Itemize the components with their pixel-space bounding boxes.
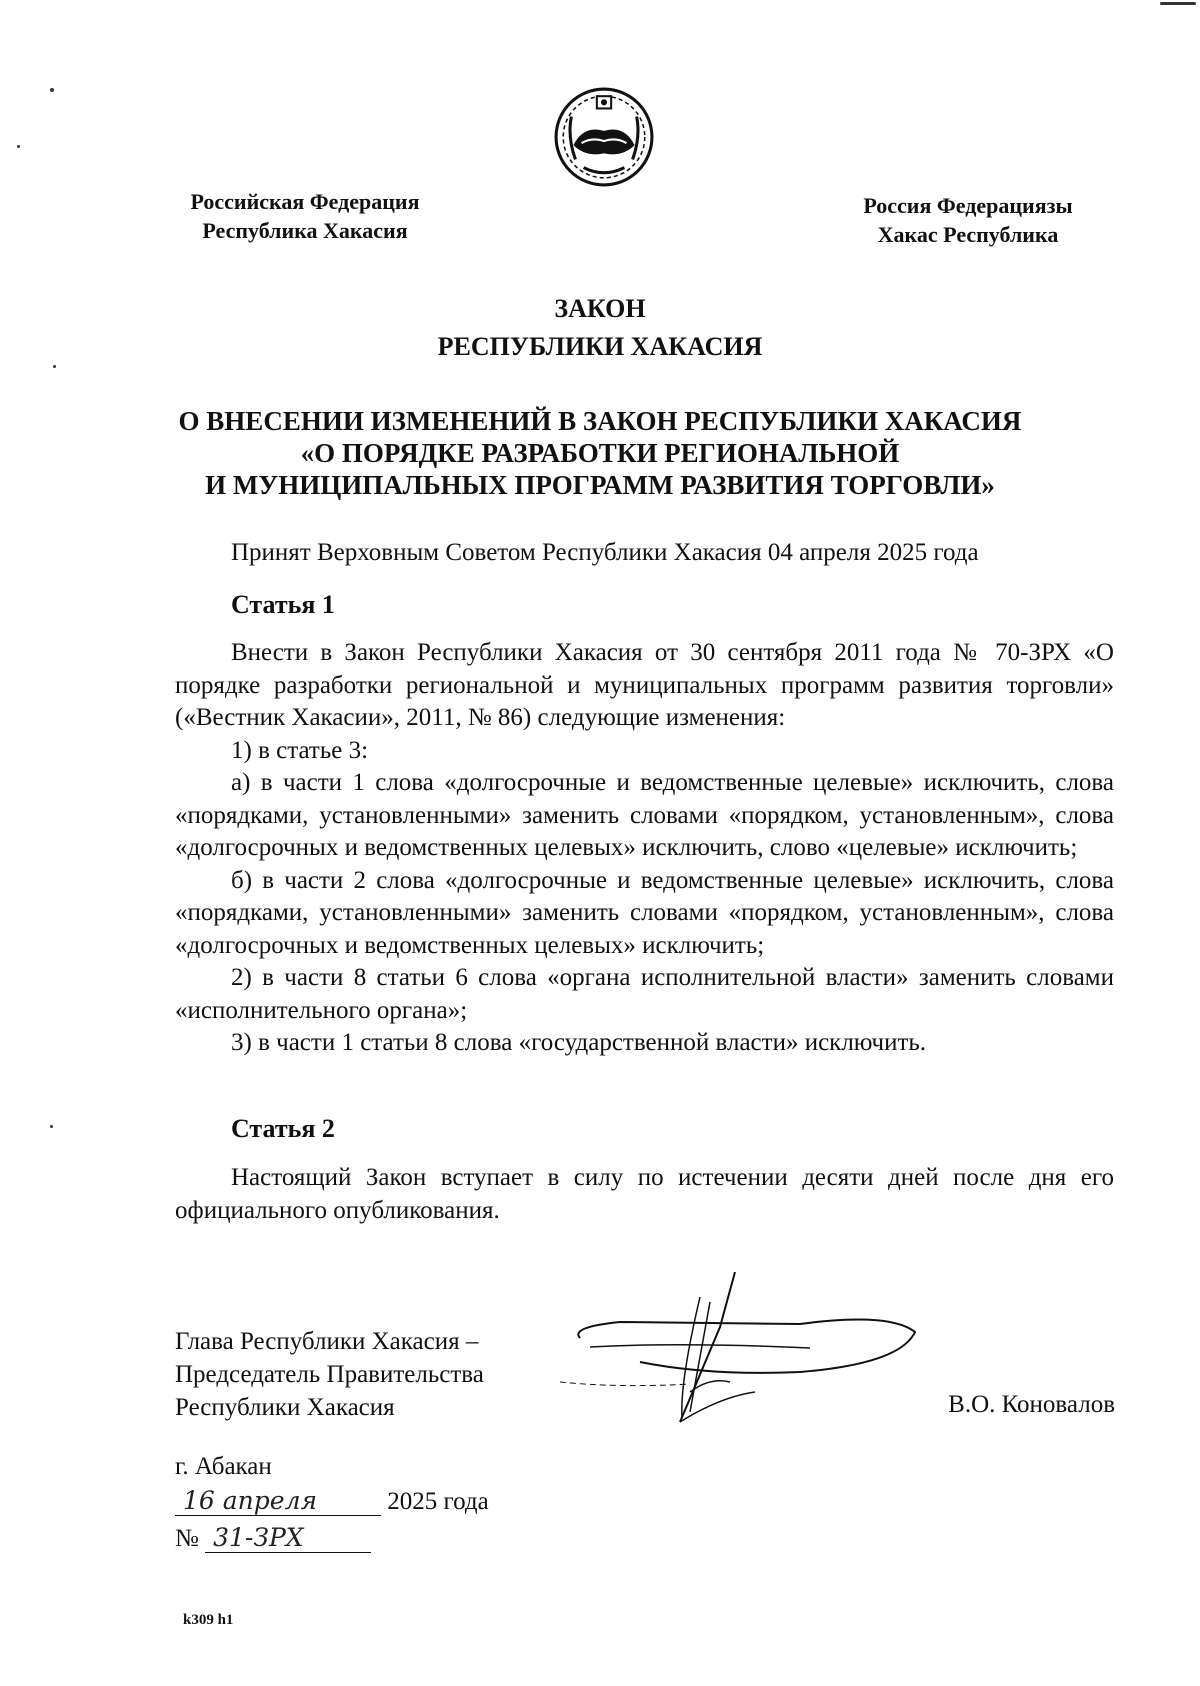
header-right-country: Россия Федерациязы	[863, 193, 1073, 218]
place-date-line	[175, 1485, 489, 1518]
place-number-line	[175, 1522, 371, 1555]
footer-code: k309 h1	[183, 1612, 234, 1628]
law-title-line: О ВНЕСЕНИИ ИЗМЕНЕНИЙ В ЗАКОН РЕСПУБЛИКИ ХАКАСИЯ	[178, 406, 1022, 436]
header-right	[838, 191, 1098, 249]
article-2-body	[175, 1162, 1114, 1227]
signer-name: В.О. Коновалов	[948, 1391, 1115, 1418]
article-1-heading: Статья 1	[231, 590, 335, 619]
header-right-republic: Хакас Республика	[877, 222, 1059, 247]
scan-speck	[53, 365, 56, 368]
article-paragraph: 1) в статье 3:	[231, 736, 369, 764]
adoption-note: Принят Верховным Советом Республики Хакасия 04 апреля 2025 года	[231, 539, 979, 566]
article-paragraph: Внести в Закон Республики Хакасия от 30 сентября 2011 года № 70-ЗРХ «О порядке разработки региональной и муниципальных программ развития торговли» («Вестник Хакасии», 2011, № 86) следующие изменения:	[175, 639, 1114, 731]
scan-speck	[50, 88, 54, 92]
signer-position-line: Глава Республики Хакасия –	[175, 1328, 479, 1355]
signer-position	[175, 1325, 484, 1424]
place-city: г. Абакан	[175, 1453, 272, 1480]
law-title-line: «О ПОРЯДКЕ РАЗРАБОТКИ РЕГИОНАЛЬНОЙ	[300, 438, 900, 468]
scan-speck	[17, 145, 20, 148]
law-title-line: И МУНИЦИПАЛЬНЫХ ПРОГРАММ РАЗВИТИЯ ТОРГОВЛИ»	[205, 470, 995, 500]
signer-position-line: Председатель Правительства	[175, 1361, 484, 1388]
number-prefix: №	[175, 1525, 199, 1552]
article-paragraph: а) в части 1 слова «долгосрочные и ведомственные целевые» исключить, слова «порядками, установленными» заменить словами «порядком, установленным», слова «долгосрочных и ведомственных целевых» исключить, слово «целевые» исключить;	[175, 769, 1114, 861]
handwritten-date: 16 апреля	[175, 1487, 381, 1516]
signer-position-line: Республики Хакасия	[175, 1394, 395, 1421]
law-label: ЗАКОН	[554, 294, 646, 323]
header-left-country: Российская Федерация	[190, 189, 420, 214]
coat-of-arms-emblem	[553, 86, 655, 188]
article-2-heading: Статья 2	[231, 1114, 335, 1143]
header-left	[175, 187, 435, 245]
article-1-body	[175, 637, 1114, 1060]
header-left-republic: Республика Хакасия	[202, 218, 408, 243]
date-year: 2025 года	[387, 1488, 489, 1515]
handwritten-signature	[560, 1272, 950, 1432]
article-paragraph: 3) в части 1 статьи 8 слова «государственной власти» исключить.	[231, 1029, 927, 1056]
law-title	[150, 405, 1050, 501]
handwritten-law-number: 31-ЗРХ	[205, 1524, 371, 1553]
article-paragraph: Настоящий Закон вступает в силу по истечении десяти дней после дня его официального опубликования.	[175, 1164, 1114, 1224]
republic-label: РЕСПУБЛИКИ ХАКАСИЯ	[437, 332, 763, 361]
scan-speck	[50, 1125, 53, 1128]
article-paragraph: 2) в части 8 статьи 6 слова «органа исполнительной власти» заменить словами «исполнительного органа»;	[175, 964, 1114, 1024]
scan-speck	[1160, 2, 1196, 5]
article-paragraph: б) в части 2 слова «долгосрочные и ведомственные целевые» исключить, слова «порядками, установленными» заменить словами «порядком, установленным», слова «долгосрочных и ведомственных целевых» исключить;	[175, 866, 1114, 959]
